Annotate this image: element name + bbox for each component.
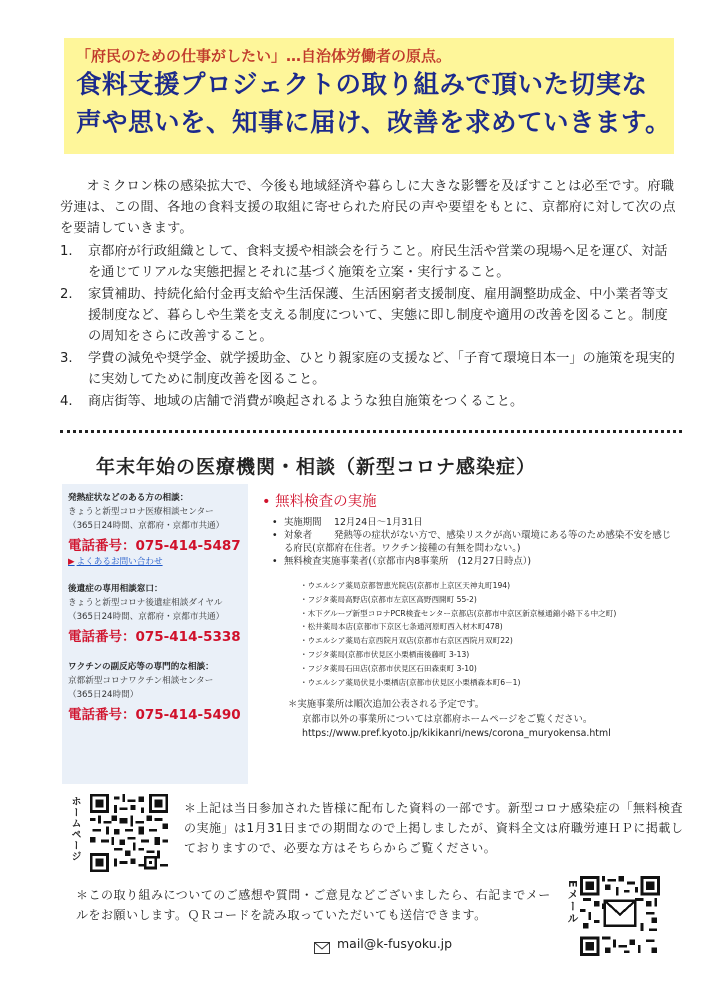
- banner-subtitle: 「府民のための仕事がしたい」…自治体労働者の原点。: [76, 47, 452, 65]
- testing-site: ・ フジタ薬局石田店(京都市伏見区石田森東町 3-10): [300, 662, 616, 676]
- email-qr-code[interactable]: [580, 876, 660, 956]
- consult-block-vaccine: [68, 661, 242, 725]
- demand-text: 家賃補助、持続化給付金再支給や生活保護、生活困窮者支援制度、雇用調整助成金、中小業者等支援制度など、暮らしや生業を支える制度について、実態に即し制度や適用の改善を図ること。制度の周知をさらに改善すること。: [88, 287, 669, 344]
- demand-item: [60, 284, 680, 347]
- demand-text: 商店街等、地域の店舗で消費が喚起されるような独自施策をつくること。: [88, 394, 524, 409]
- demand-number: 4.: [60, 394, 73, 409]
- consult-phone[interactable]: 電話番号：075-414-5487: [68, 538, 241, 554]
- demand-text: 学費の減免や奨学金、就学援助金、ひとり親家庭の支援など、「子育て環境日本一」の施策を現実的に実効してために制度改善を図ること。: [88, 351, 675, 387]
- testing-note: ＊実施事業所は順次追加公表される予定です。: [288, 699, 485, 710]
- faq-link-label: よくあるお問い合わせ: [76, 557, 163, 567]
- section-title: 年末年始の医療機関・相談（新型コロナ感染症）: [96, 456, 537, 478]
- contact-text: ＊この取り組みについてのご感想や質問・ご意見などございましたら、右記までメールをお願いします。ＱＲコードを読み取っていただいても送信できます。: [76, 888, 551, 922]
- consult-center-name: きょうと新型コロナ後遺症相談ダイヤル: [68, 598, 223, 608]
- testing-url[interactable]: https://www.pref.kyoto.jp/kikikanri/news/corona_muryokensa.html: [302, 728, 611, 739]
- email-address[interactable]: mail@k-fusyoku.jp: [337, 936, 453, 951]
- demand-item: [60, 348, 680, 390]
- target-label: 対象者: [284, 530, 313, 541]
- homepage-qr-code[interactable]: [90, 794, 168, 872]
- testing-sites-list: [300, 579, 616, 689]
- consult-center-name: 京都新型コロナワクチン相談センター: [68, 676, 214, 686]
- header-banner: [64, 38, 674, 154]
- target-value: 発熱等の症状がない方で、感染リスクが高い環境にある等のため感染不安を感じる府民(京都府在住者。ワクチン接種の有無を問わない。): [284, 530, 672, 554]
- dotted-divider: [60, 430, 682, 433]
- testing-sites-heading: • 無料検査実施事業者(（京都市内8事業所 (12月27日時点）): [272, 555, 677, 568]
- consult-hours: （365日24時間、京都府・京都市共通）: [68, 521, 225, 531]
- period-label: 実施期間: [284, 517, 322, 528]
- testing-period: [272, 516, 677, 529]
- consult-heading: ワクチンの副反応等の専門的な相談：: [68, 662, 214, 672]
- consult-hours: （365日24時間、京都府・京都市共通）: [68, 612, 225, 622]
- consult-block-fever: [68, 492, 242, 569]
- consultation-panel: [62, 484, 248, 784]
- testing-note: 京都市以外の事業所については京都府ホームページをご覧ください。: [302, 713, 593, 725]
- testing-site: ・ 木下グループ新型コロナPCR検査センター京都店(京都市中京区新京極通錦小路下る中之町): [300, 607, 616, 621]
- consult-heading: 後遺症の専用相談窓口：: [68, 584, 163, 594]
- banner-headline-line1: 食料支援プロジェクトの取り組みで頂いた切実な: [76, 70, 648, 100]
- consult-center-name: きょうと新型コロナ医療相談センター: [68, 507, 214, 517]
- consult-phone[interactable]: 電話番号：075-414-5490: [68, 707, 241, 723]
- testing-notes: [288, 698, 611, 742]
- intro-section: [60, 176, 680, 239]
- demand-number: 1.: [60, 244, 73, 259]
- testing-target: [272, 529, 677, 555]
- homepage-label: ホームページ: [69, 796, 80, 862]
- demands-list: [60, 241, 680, 413]
- consult-heading: 発熱症状などのある方の相談：: [68, 493, 189, 503]
- testing-site: ・ ウエルシア薬局伏見小栗栖店(京都市伏見区小栗栖森本町6－1): [300, 676, 616, 690]
- mail-icon: [314, 942, 330, 954]
- demand-number: 3.: [60, 351, 73, 366]
- faq-link[interactable]: [68, 556, 242, 569]
- consult-phone[interactable]: 電話番号：075-414-5338: [68, 629, 241, 645]
- testing-site: ・ 松井薬局本店(京都市下京区七条通河原町西入材木町478): [300, 620, 616, 634]
- demand-item: [60, 241, 680, 283]
- consult-hours: （365日24時間）: [68, 690, 139, 700]
- banner-headline-line2: 声や思いを、知事に届け、改善を求めていきます。: [76, 108, 671, 138]
- testing-site: ・ ウエルシア薬局右京西院月双店(京都市右京区西院月双町22): [300, 634, 616, 648]
- testing-site: ・ フジタ薬局高野店(京都市左京区高野西開町 55-2): [300, 593, 616, 607]
- testing-site: ・ フジタ薬局(京都市伏見区小栗栖南後藤町 3-13): [300, 648, 616, 662]
- consult-block-aftereffects: [68, 583, 242, 647]
- demand-number: 2.: [60, 287, 73, 302]
- email-label: Eメール: [566, 880, 579, 925]
- footnote: ＊上記は当日参加された皆様に配布した資料の一部です。新型コロナ感染症の「無料検査の実施」は1月31日までの期間なので上掲しましたが、資料全文は府職労連ＨＰに掲載しておりますので、必要な方はそちらからご覧ください。: [184, 801, 684, 855]
- period-value: 12月24日～1月31日: [334, 517, 423, 528]
- testing-site: ・ ウエルシア薬局京都智恵光院店(京都市上京区天神丸町194): [300, 579, 616, 593]
- demand-text: 京都府が行政組織として、食料支援や相談会を行うこと。府民生活や営業の現場へ足を運び、対話を通じてリアルな実態把握とそれに基づく施策を立案・実行すること。: [88, 244, 668, 280]
- intro-paragraph: オミクロン株の感染拡大で、今後も地域経済や暮らしに大きな影響を及ぼすことは必至です。府職労連は、この間、各地の食料支援の取組に寄せられた府民の声や要望をもとに、京都府に対して次の点を要請していきます。: [60, 179, 676, 236]
- demand-item: [60, 391, 680, 412]
- free-testing-title: • 無料検査の実施: [262, 494, 377, 510]
- triangle-right-icon: ▶: [68, 557, 75, 567]
- testing-details: [272, 516, 677, 568]
